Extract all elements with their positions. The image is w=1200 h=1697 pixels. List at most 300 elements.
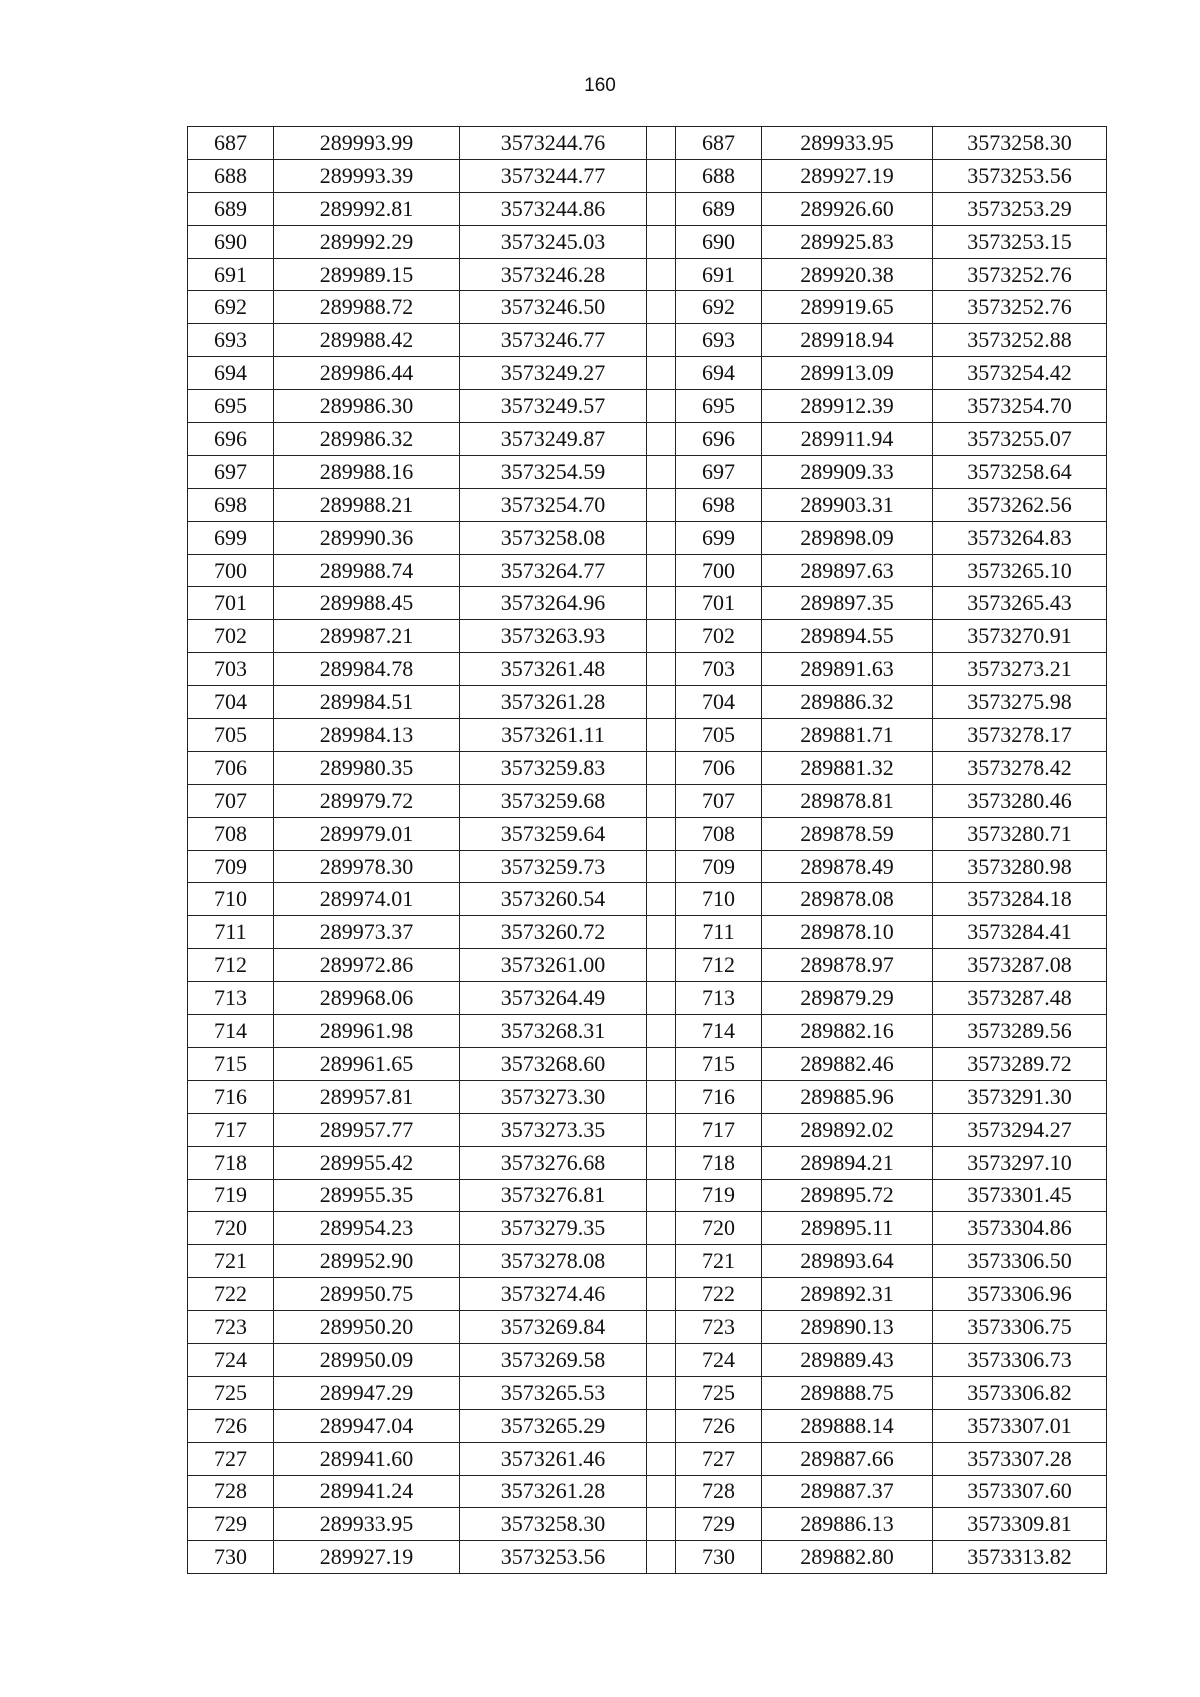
cell-x-coordinate: 289887.66 <box>762 1442 933 1475</box>
cell-point-number: 726 <box>188 1409 274 1442</box>
table-row <box>188 1146 1107 1179</box>
cell-point-number: 715 <box>188 1047 274 1080</box>
table-row <box>188 982 1107 1015</box>
cell-x-coordinate: 289992.29 <box>274 225 460 258</box>
cell-spacer <box>647 686 676 719</box>
cell-point-number: 690 <box>188 225 274 258</box>
cell-spacer <box>647 1475 676 1508</box>
cell-x-coordinate: 289988.45 <box>274 587 460 620</box>
cell-point-number: 706 <box>676 751 762 784</box>
table-row <box>188 521 1107 554</box>
cell-y-coordinate: 3573301.45 <box>933 1179 1107 1212</box>
cell-point-number: 714 <box>676 1015 762 1048</box>
cell-x-coordinate: 289887.37 <box>762 1475 933 1508</box>
cell-point-number: 727 <box>188 1442 274 1475</box>
cell-point-number: 691 <box>676 258 762 291</box>
cell-x-coordinate: 289886.32 <box>762 686 933 719</box>
table-row <box>188 751 1107 784</box>
cell-x-coordinate: 289957.81 <box>274 1080 460 1113</box>
cell-y-coordinate: 3573307.28 <box>933 1442 1107 1475</box>
cell-x-coordinate: 289957.77 <box>274 1113 460 1146</box>
cell-y-coordinate: 3573291.30 <box>933 1080 1107 1113</box>
cell-y-coordinate: 3573287.48 <box>933 982 1107 1015</box>
cell-spacer <box>647 1245 676 1278</box>
cell-y-coordinate: 3573252.76 <box>933 291 1107 324</box>
coordinate-table <box>187 126 1107 1574</box>
coordinate-table-body <box>188 127 1107 1574</box>
cell-spacer <box>647 357 676 390</box>
cell-x-coordinate: 289894.55 <box>762 620 933 653</box>
cell-y-coordinate: 3573278.17 <box>933 719 1107 752</box>
cell-y-coordinate: 3573294.27 <box>933 1113 1107 1146</box>
table-row <box>188 390 1107 423</box>
cell-y-coordinate: 3573245.03 <box>460 225 647 258</box>
cell-y-coordinate: 3573262.56 <box>933 488 1107 521</box>
cell-y-coordinate: 3573265.53 <box>460 1376 647 1409</box>
cell-y-coordinate: 3573276.68 <box>460 1146 647 1179</box>
cell-y-coordinate: 3573254.59 <box>460 455 647 488</box>
cell-y-coordinate: 3573264.49 <box>460 982 647 1015</box>
table-row <box>188 1015 1107 1048</box>
cell-y-coordinate: 3573249.87 <box>460 423 647 456</box>
cell-point-number: 714 <box>188 1015 274 1048</box>
cell-x-coordinate: 289987.21 <box>274 620 460 653</box>
cell-y-coordinate: 3573244.77 <box>460 159 647 192</box>
cell-y-coordinate: 3573273.35 <box>460 1113 647 1146</box>
cell-spacer <box>647 850 676 883</box>
cell-point-number: 700 <box>188 554 274 587</box>
cell-y-coordinate: 3573270.91 <box>933 620 1107 653</box>
cell-y-coordinate: 3573289.72 <box>933 1047 1107 1080</box>
cell-y-coordinate: 3573244.86 <box>460 192 647 225</box>
cell-x-coordinate: 289950.75 <box>274 1278 460 1311</box>
table-row <box>188 817 1107 850</box>
cell-x-coordinate: 289941.60 <box>274 1442 460 1475</box>
cell-x-coordinate: 289979.01 <box>274 817 460 850</box>
cell-point-number: 704 <box>188 686 274 719</box>
cell-x-coordinate: 289954.23 <box>274 1212 460 1245</box>
cell-x-coordinate: 289892.02 <box>762 1113 933 1146</box>
cell-y-coordinate: 3573278.08 <box>460 1245 647 1278</box>
cell-y-coordinate: 3573278.42 <box>933 751 1107 784</box>
cell-y-coordinate: 3573261.46 <box>460 1442 647 1475</box>
cell-point-number: 708 <box>676 817 762 850</box>
cell-point-number: 695 <box>188 390 274 423</box>
cell-y-coordinate: 3573259.73 <box>460 850 647 883</box>
cell-spacer <box>647 719 676 752</box>
cell-x-coordinate: 289881.71 <box>762 719 933 752</box>
table-row <box>188 1409 1107 1442</box>
cell-spacer <box>647 1376 676 1409</box>
cell-x-coordinate: 289927.19 <box>762 159 933 192</box>
cell-y-coordinate: 3573265.29 <box>460 1409 647 1442</box>
page-number: 160 <box>584 75 616 96</box>
cell-x-coordinate: 289882.16 <box>762 1015 933 1048</box>
cell-x-coordinate: 289879.29 <box>762 982 933 1015</box>
cell-y-coordinate: 3573280.98 <box>933 850 1107 883</box>
cell-x-coordinate: 289882.80 <box>762 1541 933 1574</box>
cell-x-coordinate: 289888.75 <box>762 1376 933 1409</box>
cell-spacer <box>647 1311 676 1344</box>
cell-point-number: 709 <box>188 850 274 883</box>
cell-x-coordinate: 289892.31 <box>762 1278 933 1311</box>
cell-x-coordinate: 289947.29 <box>274 1376 460 1409</box>
cell-spacer <box>647 291 676 324</box>
cell-spacer <box>647 1343 676 1376</box>
cell-spacer <box>647 949 676 982</box>
table-row <box>188 587 1107 620</box>
cell-x-coordinate: 289993.39 <box>274 159 460 192</box>
cell-point-number: 718 <box>676 1146 762 1179</box>
cell-y-coordinate: 3573254.70 <box>933 390 1107 423</box>
cell-point-number: 703 <box>676 653 762 686</box>
cell-x-coordinate: 289891.63 <box>762 653 933 686</box>
cell-y-coordinate: 3573269.84 <box>460 1311 647 1344</box>
cell-point-number: 707 <box>676 784 762 817</box>
cell-y-coordinate: 3573259.64 <box>460 817 647 850</box>
cell-x-coordinate: 289898.09 <box>762 521 933 554</box>
cell-spacer <box>647 521 676 554</box>
cell-y-coordinate: 3573268.31 <box>460 1015 647 1048</box>
cell-y-coordinate: 3573309.81 <box>933 1508 1107 1541</box>
table-row <box>188 883 1107 916</box>
cell-y-coordinate: 3573259.83 <box>460 751 647 784</box>
cell-spacer <box>647 225 676 258</box>
cell-point-number: 717 <box>188 1113 274 1146</box>
cell-point-number: 723 <box>188 1311 274 1344</box>
cell-spacer <box>647 587 676 620</box>
cell-x-coordinate: 289893.64 <box>762 1245 933 1278</box>
cell-x-coordinate: 289992.81 <box>274 192 460 225</box>
cell-y-coordinate: 3573261.28 <box>460 686 647 719</box>
cell-x-coordinate: 289912.39 <box>762 390 933 423</box>
cell-point-number: 698 <box>676 488 762 521</box>
cell-x-coordinate: 289955.42 <box>274 1146 460 1179</box>
cell-y-coordinate: 3573258.08 <box>460 521 647 554</box>
cell-y-coordinate: 3573246.28 <box>460 258 647 291</box>
cell-point-number: 687 <box>676 127 762 160</box>
cell-spacer <box>647 817 676 850</box>
cell-point-number: 725 <box>676 1376 762 1409</box>
table-row <box>188 1508 1107 1541</box>
cell-point-number: 697 <box>676 455 762 488</box>
cell-point-number: 703 <box>188 653 274 686</box>
cell-spacer <box>647 1080 676 1113</box>
cell-x-coordinate: 289897.63 <box>762 554 933 587</box>
table-row <box>188 1376 1107 1409</box>
cell-x-coordinate: 289984.78 <box>274 653 460 686</box>
table-row <box>188 1343 1107 1376</box>
cell-x-coordinate: 289941.24 <box>274 1475 460 1508</box>
cell-x-coordinate: 289878.10 <box>762 916 933 949</box>
cell-point-number: 711 <box>188 916 274 949</box>
table-row <box>188 653 1107 686</box>
cell-x-coordinate: 289988.42 <box>274 324 460 357</box>
cell-point-number: 718 <box>188 1146 274 1179</box>
cell-y-coordinate: 3573258.64 <box>933 455 1107 488</box>
cell-y-coordinate: 3573258.30 <box>460 1508 647 1541</box>
cell-y-coordinate: 3573265.10 <box>933 554 1107 587</box>
cell-spacer <box>647 1015 676 1048</box>
cell-y-coordinate: 3573280.46 <box>933 784 1107 817</box>
cell-y-coordinate: 3573246.77 <box>460 324 647 357</box>
cell-point-number: 692 <box>188 291 274 324</box>
cell-x-coordinate: 289920.38 <box>762 258 933 291</box>
cell-spacer <box>647 554 676 587</box>
cell-point-number: 696 <box>188 423 274 456</box>
cell-x-coordinate: 289988.16 <box>274 455 460 488</box>
cell-x-coordinate: 289894.21 <box>762 1146 933 1179</box>
cell-point-number: 729 <box>676 1508 762 1541</box>
cell-y-coordinate: 3573254.70 <box>460 488 647 521</box>
table-row <box>188 554 1107 587</box>
cell-y-coordinate: 3573253.29 <box>933 192 1107 225</box>
cell-point-number: 709 <box>676 850 762 883</box>
cell-x-coordinate: 289903.31 <box>762 488 933 521</box>
cell-spacer <box>647 1113 676 1146</box>
cell-point-number: 704 <box>676 686 762 719</box>
cell-point-number: 689 <box>188 192 274 225</box>
cell-y-coordinate: 3573276.81 <box>460 1179 647 1212</box>
cell-point-number: 693 <box>676 324 762 357</box>
cell-point-number: 716 <box>188 1080 274 1113</box>
table-row <box>188 1541 1107 1574</box>
cell-y-coordinate: 3573306.73 <box>933 1343 1107 1376</box>
cell-x-coordinate: 289986.44 <box>274 357 460 390</box>
cell-x-coordinate: 289973.37 <box>274 916 460 949</box>
cell-point-number: 730 <box>188 1541 274 1574</box>
cell-y-coordinate: 3573258.30 <box>933 127 1107 160</box>
cell-point-number: 689 <box>676 192 762 225</box>
table-row <box>188 127 1107 160</box>
table-row <box>188 1311 1107 1344</box>
table-row <box>188 1113 1107 1146</box>
cell-x-coordinate: 289968.06 <box>274 982 460 1015</box>
cell-point-number: 729 <box>188 1508 274 1541</box>
cell-point-number: 723 <box>676 1311 762 1344</box>
cell-x-coordinate: 289919.65 <box>762 291 933 324</box>
table-row <box>188 1245 1107 1278</box>
cell-x-coordinate: 289972.86 <box>274 949 460 982</box>
cell-x-coordinate: 289878.49 <box>762 850 933 883</box>
cell-y-coordinate: 3573252.76 <box>933 258 1107 291</box>
cell-x-coordinate: 289950.09 <box>274 1343 460 1376</box>
cell-y-coordinate: 3573297.10 <box>933 1146 1107 1179</box>
cell-point-number: 694 <box>676 357 762 390</box>
cell-x-coordinate: 289984.51 <box>274 686 460 719</box>
cell-y-coordinate: 3573260.72 <box>460 916 647 949</box>
cell-y-coordinate: 3573264.77 <box>460 554 647 587</box>
cell-x-coordinate: 289895.72 <box>762 1179 933 1212</box>
cell-y-coordinate: 3573289.56 <box>933 1015 1107 1048</box>
cell-y-coordinate: 3573264.96 <box>460 587 647 620</box>
cell-y-coordinate: 3573263.93 <box>460 620 647 653</box>
cell-y-coordinate: 3573306.75 <box>933 1311 1107 1344</box>
cell-spacer <box>647 883 676 916</box>
cell-spacer <box>647 1278 676 1311</box>
table-row <box>188 686 1107 719</box>
table-row <box>188 258 1107 291</box>
cell-point-number: 727 <box>676 1442 762 1475</box>
table-row <box>188 488 1107 521</box>
cell-x-coordinate: 289988.72 <box>274 291 460 324</box>
cell-point-number: 722 <box>676 1278 762 1311</box>
cell-spacer <box>647 1047 676 1080</box>
cell-point-number: 722 <box>188 1278 274 1311</box>
cell-point-number: 713 <box>676 982 762 1015</box>
cell-x-coordinate: 289885.96 <box>762 1080 933 1113</box>
cell-y-coordinate: 3573306.96 <box>933 1278 1107 1311</box>
cell-x-coordinate: 289979.72 <box>274 784 460 817</box>
cell-x-coordinate: 289890.13 <box>762 1311 933 1344</box>
cell-point-number: 690 <box>676 225 762 258</box>
cell-point-number: 692 <box>676 291 762 324</box>
cell-y-coordinate: 3573306.82 <box>933 1376 1107 1409</box>
cell-y-coordinate: 3573307.60 <box>933 1475 1107 1508</box>
cell-x-coordinate: 289909.33 <box>762 455 933 488</box>
cell-point-number: 707 <box>188 784 274 817</box>
cell-point-number: 724 <box>676 1343 762 1376</box>
table-row <box>188 225 1107 258</box>
table-row <box>188 1212 1107 1245</box>
cell-x-coordinate: 289911.94 <box>762 423 933 456</box>
cell-point-number: 700 <box>676 554 762 587</box>
cell-x-coordinate: 289990.36 <box>274 521 460 554</box>
cell-x-coordinate: 289878.81 <box>762 784 933 817</box>
cell-y-coordinate: 3573273.30 <box>460 1080 647 1113</box>
cell-point-number: 715 <box>676 1047 762 1080</box>
cell-y-coordinate: 3573254.42 <box>933 357 1107 390</box>
cell-y-coordinate: 3573259.68 <box>460 784 647 817</box>
cell-spacer <box>647 1212 676 1245</box>
cell-x-coordinate: 289889.43 <box>762 1343 933 1376</box>
cell-x-coordinate: 289926.60 <box>762 192 933 225</box>
cell-spacer <box>647 1409 676 1442</box>
cell-y-coordinate: 3573246.50 <box>460 291 647 324</box>
table-row <box>188 850 1107 883</box>
cell-y-coordinate: 3573261.48 <box>460 653 647 686</box>
table-row <box>188 1080 1107 1113</box>
cell-point-number: 710 <box>188 883 274 916</box>
table-row <box>188 291 1107 324</box>
cell-x-coordinate: 289886.13 <box>762 1508 933 1541</box>
cell-point-number: 701 <box>188 587 274 620</box>
cell-y-coordinate: 3573307.01 <box>933 1409 1107 1442</box>
cell-point-number: 728 <box>676 1475 762 1508</box>
cell-y-coordinate: 3573261.00 <box>460 949 647 982</box>
table-row <box>188 192 1107 225</box>
cell-point-number: 687 <box>188 127 274 160</box>
cell-x-coordinate: 289927.19 <box>274 1541 460 1574</box>
cell-point-number: 688 <box>188 159 274 192</box>
cell-y-coordinate: 3573255.07 <box>933 423 1107 456</box>
cell-point-number: 705 <box>188 719 274 752</box>
cell-y-coordinate: 3573253.56 <box>460 1541 647 1574</box>
cell-point-number: 719 <box>188 1179 274 1212</box>
cell-x-coordinate: 289881.32 <box>762 751 933 784</box>
cell-spacer <box>647 916 676 949</box>
cell-y-coordinate: 3573244.76 <box>460 127 647 160</box>
cell-point-number: 706 <box>188 751 274 784</box>
cell-point-number: 698 <box>188 488 274 521</box>
cell-x-coordinate: 289925.83 <box>762 225 933 258</box>
cell-spacer <box>647 1179 676 1212</box>
cell-spacer <box>647 423 676 456</box>
cell-spacer <box>647 455 676 488</box>
cell-point-number: 711 <box>676 916 762 949</box>
cell-point-number: 697 <box>188 455 274 488</box>
cell-point-number: 712 <box>188 949 274 982</box>
cell-point-number: 725 <box>188 1376 274 1409</box>
table-row <box>188 949 1107 982</box>
cell-spacer <box>647 751 676 784</box>
cell-y-coordinate: 3573287.08 <box>933 949 1107 982</box>
cell-spacer <box>647 982 676 1015</box>
cell-y-coordinate: 3573284.18 <box>933 883 1107 916</box>
table-row <box>188 1179 1107 1212</box>
cell-point-number: 701 <box>676 587 762 620</box>
cell-point-number: 705 <box>676 719 762 752</box>
cell-x-coordinate: 289961.65 <box>274 1047 460 1080</box>
cell-x-coordinate: 289984.13 <box>274 719 460 752</box>
cell-y-coordinate: 3573249.27 <box>460 357 647 390</box>
cell-point-number: 720 <box>676 1212 762 1245</box>
cell-point-number: 721 <box>676 1245 762 1278</box>
cell-y-coordinate: 3573249.57 <box>460 390 647 423</box>
cell-y-coordinate: 3573269.58 <box>460 1343 647 1376</box>
cell-point-number: 712 <box>676 949 762 982</box>
cell-x-coordinate: 289986.32 <box>274 423 460 456</box>
table-row <box>188 159 1107 192</box>
cell-point-number: 708 <box>188 817 274 850</box>
cell-y-coordinate: 3573261.11 <box>460 719 647 752</box>
cell-spacer <box>647 192 676 225</box>
cell-spacer <box>647 1146 676 1179</box>
cell-point-number: 702 <box>676 620 762 653</box>
cell-y-coordinate: 3573275.98 <box>933 686 1107 719</box>
cell-x-coordinate: 289986.30 <box>274 390 460 423</box>
table-row <box>188 357 1107 390</box>
cell-point-number: 702 <box>188 620 274 653</box>
cell-y-coordinate: 3573313.82 <box>933 1541 1107 1574</box>
cell-point-number: 719 <box>676 1179 762 1212</box>
cell-x-coordinate: 289952.90 <box>274 1245 460 1278</box>
table-row <box>188 620 1107 653</box>
cell-x-coordinate: 289988.21 <box>274 488 460 521</box>
cell-x-coordinate: 289947.04 <box>274 1409 460 1442</box>
cell-x-coordinate: 289888.14 <box>762 1409 933 1442</box>
cell-point-number: 693 <box>188 324 274 357</box>
cell-point-number: 688 <box>676 159 762 192</box>
cell-point-number: 730 <box>676 1541 762 1574</box>
cell-spacer <box>647 159 676 192</box>
table-row <box>188 784 1107 817</box>
table-row <box>188 719 1107 752</box>
cell-y-coordinate: 3573280.71 <box>933 817 1107 850</box>
cell-point-number: 695 <box>676 390 762 423</box>
cell-y-coordinate: 3573261.28 <box>460 1475 647 1508</box>
cell-point-number: 710 <box>676 883 762 916</box>
cell-x-coordinate: 289980.35 <box>274 751 460 784</box>
cell-y-coordinate: 3573274.46 <box>460 1278 647 1311</box>
cell-y-coordinate: 3573260.54 <box>460 883 647 916</box>
cell-point-number: 724 <box>188 1343 274 1376</box>
cell-x-coordinate: 289897.35 <box>762 587 933 620</box>
cell-point-number: 694 <box>188 357 274 390</box>
cell-spacer <box>647 620 676 653</box>
cell-point-number: 716 <box>676 1080 762 1113</box>
cell-point-number: 721 <box>188 1245 274 1278</box>
